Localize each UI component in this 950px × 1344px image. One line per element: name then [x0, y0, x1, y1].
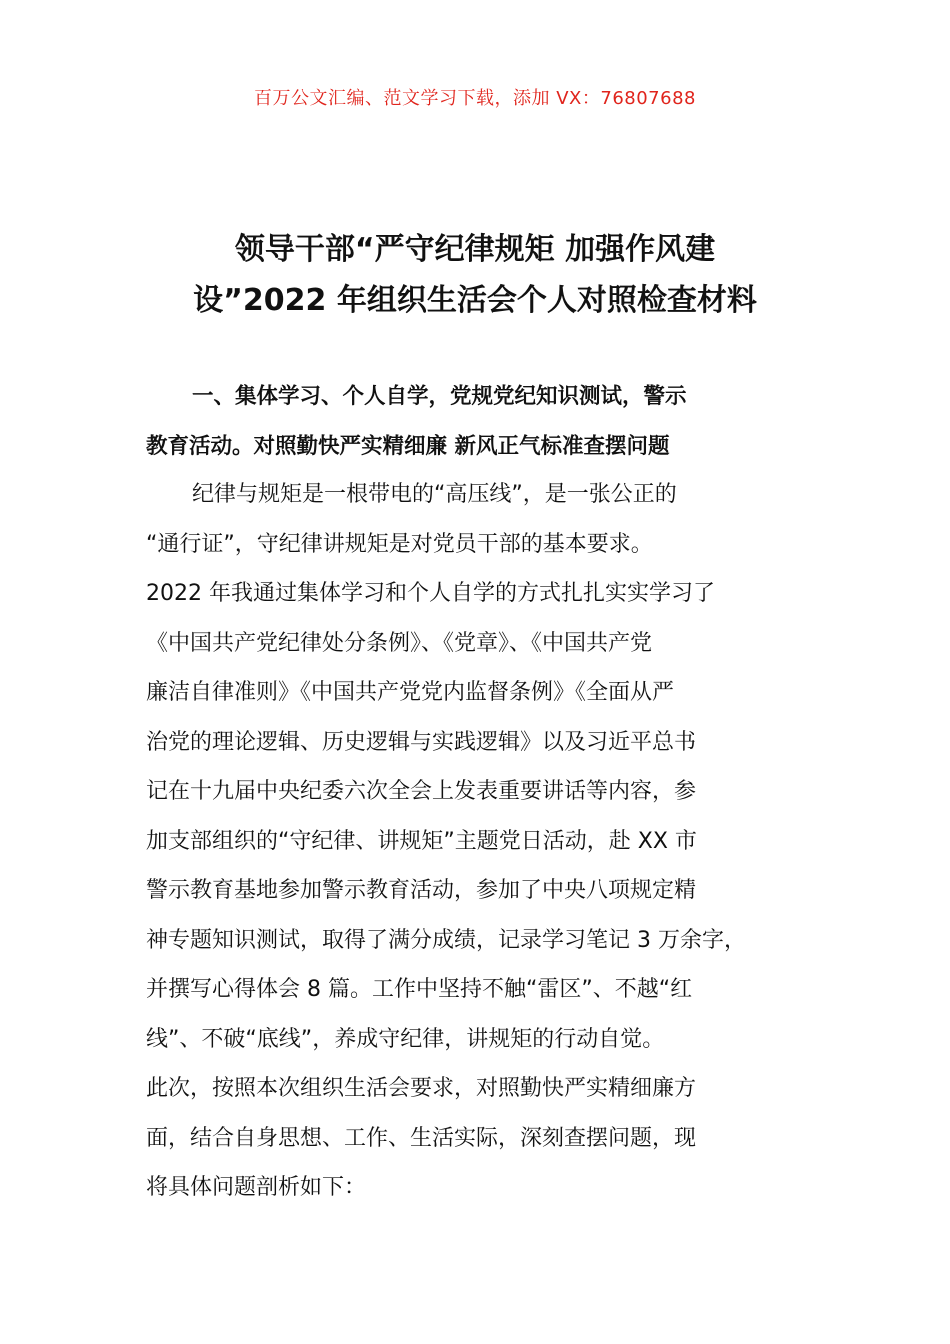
paragraph-line: 加支部组织的“守纪律、讲规矩”主题党日活动，赴 XX 市 [146, 828, 697, 854]
paragraph-line: 治党的理论逻辑、历史逻辑与实践逻辑》以及习近平总书 [146, 729, 697, 755]
section-heading [146, 372, 816, 472]
paragraph-line: 线”、不破“底线”，养成守纪律，讲规矩的行动自觉。 [146, 1026, 665, 1052]
document-title [120, 224, 830, 326]
paragraph-line: 神专题知识测试，取得了满分成绩，记录学习笔记 3 万余字， [146, 927, 746, 953]
paragraph-line: 此次，按照本次组织生活会要求，对照勤快严实精细廉方 [146, 1076, 697, 1101]
paragraph-line: 记在十九届中央纪委六次全会上发表重要讲话等内容，参 [146, 779, 697, 804]
header-promo-text: 百万公文汇编、范文学习下载，添加 VX：76807688 [254, 88, 696, 109]
title-line: 设”2022 年组织生活会个人对照检查材料 [193, 283, 757, 318]
paragraph-line: 廉洁自律准则》《中国共产党党内监督条例》《全面从严 [146, 680, 675, 705]
paragraph-line: 并撰写心得体会 8 篇。工作中坚持不触“雷区”、不越“红 [146, 977, 693, 1002]
paragraph-line: 《中国共产党纪律处分条例》、《党章》、《中国共产党 [146, 630, 653, 656]
section-heading-line: 一、集体学习、个人自学，党规党纪知识测试，警示 [192, 384, 687, 409]
paragraph-line: 将具体问题剖析如下： [146, 1175, 367, 1200]
paragraph-line: 面，结合自身思想、工作、生活实际，深刻查摆问题，现 [146, 1125, 697, 1151]
title-line: 领导干部“严守纪律规矩 加强作风建 [234, 232, 716, 267]
paragraph-line: “通行证”，守纪律讲规矩是对党员干部的基本要求。 [146, 531, 653, 557]
body-paragraph [146, 470, 826, 1213]
paragraph-line: 2022 年我通过集体学习和个人自学的方式扎扎实实学习了 [146, 581, 715, 606]
section-heading-line: 教育活动。对照勤快严实精细廉 新风正气标准查摆问题 [146, 434, 670, 459]
paragraph-line: 纪律与规矩是一根带电的“高压线”，是一张公正的 [192, 482, 677, 507]
paragraph-line: 警示教育基地参加警示教育活动，参加了中央八项规定精 [146, 878, 697, 903]
